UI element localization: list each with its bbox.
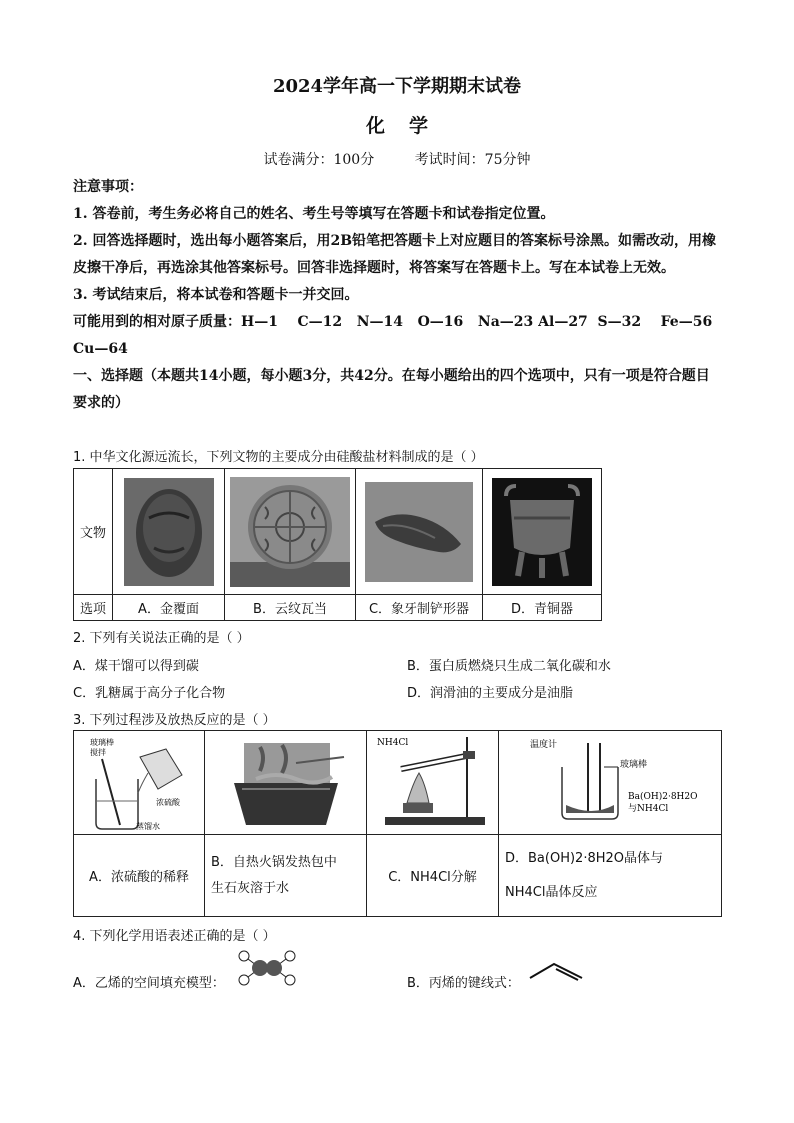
q3-stem: 3. 下列过程涉及放热反应的是（ ） — [73, 713, 276, 728]
q4-option-a: A．乙烯的空间填充模型： — [73, 976, 225, 991]
endothermic-figure — [510, 733, 710, 833]
propylene-skeletal — [528, 958, 586, 982]
notes-heading: 注意事项： — [73, 179, 143, 195]
fig-c-label: NH4Cl — [376, 737, 408, 748]
fig-d-label-baoh: Ba(OH)2·8H2O — [628, 791, 698, 802]
q2-option-d: D．润滑油的主要成分是油脂 — [407, 686, 574, 701]
fig-d-label-rod: 玻璃棒 — [620, 759, 648, 770]
hotpot-figure — [226, 733, 346, 833]
q2-stem: 2. 下列有关说法正确的是（ ） — [73, 631, 250, 646]
q4-option-b: B．丙烯的键线式： — [407, 976, 520, 991]
atomic-masses-cont: Cu—64 — [73, 341, 128, 357]
q3-table — [73, 730, 722, 917]
q4-stem: 4. 下列化学用语表述正确的是（ ） — [73, 929, 276, 944]
q1-option-d: D．青铜器 — [483, 595, 602, 621]
note-1: 1. 答卷前，考生务必将自己的姓名、考生号等填写在答题卡和试卷指定位置。 — [73, 206, 555, 222]
q3-option-b — [205, 835, 367, 917]
exam-time: 考试时间：75分钟 — [414, 152, 531, 168]
q1-row-label-artifact: 文物 — [74, 469, 113, 595]
q1-image-a — [113, 469, 225, 595]
q3-option-b-line2: 生石灰溶于水 — [211, 880, 290, 896]
dilution-figure — [76, 733, 202, 833]
bronze-vessel-image — [492, 478, 592, 586]
atomic-masses: 可能用到的相对原子质量：H—1 C—12 N—14 O—16 Na—23 Al—27 S—32 Fe—56 — [73, 314, 713, 330]
ivory-shovel-image — [365, 482, 473, 582]
q1-row-label-option: 选项 — [74, 595, 113, 621]
q1-image-d — [483, 469, 602, 595]
note-2: 2. 回答选择题时，选出每小题答案后，用2B铅笔把答题卡上对应题目的答案标号涂黑。如需改动，用橡皮擦干净后，再选涂其他答案标号。回答非选择题时，将答案写在答题卡上。写在本试卷上无效。 — [73, 233, 717, 276]
fig-a-label-acid: 浓硫酸 — [156, 797, 180, 807]
tile-end-image — [230, 477, 350, 587]
fig-d-label-nh4cl: 与NH4Cl — [628, 803, 669, 814]
notes-section — [73, 174, 723, 417]
q1-option-a: A．金覆面 — [113, 595, 225, 621]
q3-figure-d — [499, 731, 722, 835]
q3-option-c: C．NH4Cl分解 — [367, 835, 499, 917]
full-score: 试卷满分：100分 — [263, 152, 375, 168]
q3-option-b-line1: B．自热火锅发热包中 — [211, 854, 337, 870]
q3-figure-a — [74, 731, 205, 835]
q3-figure-c — [367, 731, 499, 835]
note-3: 3. 考试结束后，将本试卷和答题卡一并交回。 — [73, 287, 359, 303]
fig-a-label-rod: 玻璃棒 — [90, 737, 114, 747]
q3-option-d — [499, 835, 722, 917]
q1-stem: 1. 中华文化源远流长，下列文物的主要成分由硅酸盐材料制成的是（ ） — [73, 450, 484, 465]
q1-table — [73, 468, 602, 621]
q2-option-b: B．蛋白质燃烧只生成二氧化碳和水 — [407, 659, 611, 674]
q3-option-d-line2: NH4Cl晶体反应 — [505, 884, 598, 900]
q1-image-c — [356, 469, 483, 595]
q1-option-c: C．象牙制铲形器 — [356, 595, 483, 621]
fig-a-label-water: 蒸馏水 — [136, 821, 160, 831]
heating-figure — [371, 733, 495, 833]
q3-figure-b — [205, 731, 367, 835]
gold-mask-image — [124, 478, 214, 586]
ethylene-model — [236, 948, 298, 988]
section-heading: 一、选择题（本题共14小题，每小题3分，共42分。在每小题给出的四个选项中，只有一项是符合题目要求的） — [73, 368, 710, 411]
fig-d-label-thermo: 温度计 — [530, 739, 558, 750]
fig-a-label-stir: 搅拌 — [90, 747, 106, 757]
exam-meta — [0, 149, 794, 169]
q3-option-d-line1: D．Ba(OH)2·8H2O晶体与 — [505, 850, 663, 866]
exam-title: 2024学年高一下学期期末试卷 — [272, 76, 522, 97]
q1-image-b — [225, 469, 356, 595]
q2-option-c: C．乳糖属于高分子化合物 — [73, 686, 226, 701]
q1-option-b: B．云纹瓦当 — [225, 595, 356, 621]
subject-title: 化学 — [365, 115, 452, 137]
q2-option-a: A．煤干馏可以得到碳 — [73, 659, 199, 674]
q3-option-a: A．浓硫酸的稀释 — [74, 835, 205, 917]
